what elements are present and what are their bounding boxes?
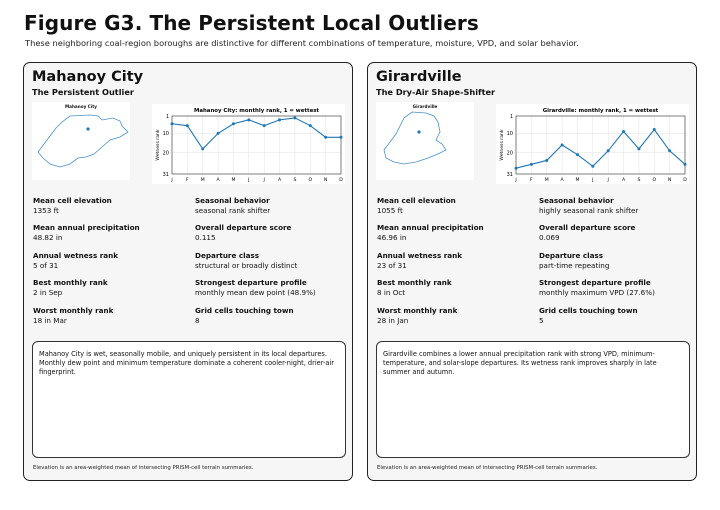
fact-worst (33, 306, 183, 326)
data-point (622, 130, 625, 133)
fact-value: 0.069 (539, 233, 560, 242)
panel-girardville (367, 62, 697, 481)
town-outline-map (376, 102, 474, 180)
fact-seasonal (195, 196, 345, 216)
footnote: Elevation is an area-weighted mean of intersecting PRISM-cell terrain summaries. (377, 465, 598, 471)
fact-value: 1353 ft (33, 206, 59, 215)
fact-seasonal (539, 196, 689, 216)
fact-elevation (377, 196, 527, 216)
data-point (293, 116, 296, 119)
monthly-rank-chart (152, 104, 345, 184)
fact-cells (195, 306, 345, 326)
x-tick-label: J (515, 178, 517, 183)
y-tick-label: 1 (509, 113, 513, 120)
data-point (637, 147, 640, 150)
data-point (309, 124, 312, 127)
fact-cells (539, 306, 689, 326)
x-tick-label: M (544, 178, 549, 183)
x-tick-label: M (200, 178, 205, 183)
fact-label: Grid cells touching town (195, 306, 294, 315)
summary-note: Girardville combines a lower annual precipitation rank with strong VPD, minimum-temperature, and solar-slope departures. Its wetness rank improves sharply in late summer and autumn. (376, 341, 690, 458)
fact-value: monthly maximum VPD (27.6%) (539, 288, 655, 297)
x-tick-label: A (277, 178, 282, 183)
fact-label: Seasonal behavior (539, 196, 614, 205)
data-point (324, 136, 327, 139)
data-point (576, 153, 579, 156)
fact-label: Worst monthly rank (33, 306, 114, 315)
fact-label: Overall departure score (195, 223, 292, 232)
fact-precip (377, 223, 527, 243)
fact-best (33, 278, 183, 298)
fact-label: Best monthly rank (33, 278, 108, 287)
fact-departure (539, 223, 689, 243)
y-tick-label: 31 (506, 171, 513, 178)
data-point (201, 147, 204, 150)
y-tick-label: 10 (506, 131, 513, 138)
footnote: Elevation is an area-weighted mean of intersecting PRISM-cell terrain summaries. (33, 465, 254, 471)
panel-title: Girardville (376, 69, 462, 85)
x-tick-label: J (607, 178, 609, 183)
fact-value: 28 in Jan (377, 316, 409, 325)
fact-value: 5 (539, 316, 544, 325)
fact-value: 18 in Mar (33, 316, 67, 325)
fact-label: Mean annual precipitation (377, 223, 484, 232)
fact-label: Annual wetness rank (33, 251, 119, 260)
x-tick-label: J (171, 178, 173, 183)
series-line (516, 130, 685, 169)
fact-value: 1055 ft (377, 206, 403, 215)
town-map (32, 102, 130, 180)
data-point (247, 118, 250, 121)
figure-subtitle: These neighboring coal-region boroughs are distinctive for different combinations of temperature, moisture, VPD, and solar behavior. (25, 38, 579, 48)
fact-value: structural or broadly distinct (195, 261, 298, 270)
y-tick-label: 20 (162, 150, 169, 157)
data-point (171, 122, 174, 125)
x-tick-label: A (216, 178, 220, 183)
monthly-rank-chart-svg (152, 104, 345, 184)
fact-label: Mean cell elevation (377, 196, 456, 205)
fact-label: Seasonal behavior (195, 196, 270, 205)
y-axis-label: Wetness rank (500, 129, 505, 161)
x-tick-label: J (592, 178, 594, 183)
fact-label: Departure class (539, 251, 603, 260)
plot-frame (172, 116, 341, 174)
x-tick-label: D (683, 178, 687, 183)
data-point (684, 163, 687, 166)
fact-worst (377, 306, 527, 326)
fact-value: 48.82 in (33, 233, 63, 242)
x-tick-label: A (621, 178, 626, 183)
fact-wetness (377, 251, 527, 271)
data-point (232, 122, 235, 125)
fact-value: 8 (195, 316, 200, 325)
fact-label: Annual wetness rank (377, 251, 463, 260)
x-tick-label: F (186, 178, 189, 183)
fact-value: seasonal rank shifter (195, 206, 271, 215)
fact-class (195, 251, 345, 271)
fact-value: 46.96 in (377, 233, 407, 242)
fact-label: Overall departure score (539, 223, 636, 232)
fact-wetness (33, 251, 183, 271)
fact-departure (195, 223, 345, 243)
town-center-marker (86, 127, 89, 130)
data-point (607, 149, 610, 152)
x-tick-label: F (530, 178, 533, 183)
y-tick-label: 31 (162, 171, 169, 178)
panel-tagline: The Persistent Outlier (32, 87, 134, 97)
map-title: Girardville (412, 104, 438, 109)
fact-value: 2 in Sep (33, 288, 63, 297)
fact-class (539, 251, 689, 271)
fact-label: Worst monthly rank (377, 306, 458, 315)
x-tick-label: S (637, 178, 641, 183)
data-point (591, 165, 594, 168)
town-outline-map (32, 102, 130, 180)
chart-title: Girardville: monthly rank, 1 = wettest (542, 108, 659, 114)
fact-label: Strongest departure profile (539, 278, 651, 287)
data-point (263, 124, 266, 127)
monthly-rank-chart-svg (496, 104, 689, 184)
fact-value: 23 of 31 (377, 261, 407, 270)
data-point (530, 163, 533, 166)
x-tick-label: N (667, 178, 672, 183)
x-tick-label: A (560, 178, 564, 183)
fact-precip (33, 223, 183, 243)
data-point (653, 128, 656, 131)
data-point (186, 124, 189, 127)
panel-mahanoy-city (23, 62, 353, 481)
y-tick-label: 1 (165, 113, 169, 120)
data-point (668, 149, 671, 152)
data-point (561, 144, 564, 147)
monthly-rank-chart (496, 104, 689, 184)
fact-profile (195, 278, 345, 298)
town-map (376, 102, 474, 180)
fact-value: 5 of 31 (33, 261, 59, 270)
fact-value: monthly mean dew point (48.9%) (195, 288, 316, 297)
fact-value: 8 in Oct (377, 288, 406, 297)
fact-value: part-time repeating (539, 261, 610, 270)
x-tick-label: D (339, 178, 343, 183)
fact-label: Best monthly rank (377, 278, 452, 287)
fact-label: Mean cell elevation (33, 196, 112, 205)
plot-frame (516, 116, 685, 174)
x-tick-label: M (575, 178, 580, 183)
fact-label: Strongest departure profile (195, 278, 307, 287)
figure-title: Figure G3. The Persistent Local Outliers (24, 11, 479, 35)
data-point (515, 167, 518, 170)
data-point (217, 132, 220, 135)
fact-value: 0.115 (195, 233, 216, 242)
fact-label: Grid cells touching town (539, 306, 638, 315)
x-tick-label: N (323, 178, 328, 183)
data-point (278, 118, 281, 121)
y-tick-label: 10 (162, 131, 169, 138)
panel-tagline: The Dry-Air Shape-Shifter (376, 87, 496, 97)
chart-title: Mahanoy City: monthly rank, 1 = wettest (193, 108, 320, 114)
fact-elevation (33, 196, 183, 216)
fact-label: Mean annual precipitation (33, 223, 140, 232)
data-point (340, 136, 343, 139)
x-tick-label: O (308, 178, 313, 183)
x-tick-label: J (248, 178, 250, 183)
x-tick-label: S (293, 178, 297, 183)
panel-title: Mahanoy City (32, 69, 144, 85)
fact-profile (539, 278, 689, 298)
y-tick-label: 20 (506, 150, 513, 157)
fact-best (377, 278, 527, 298)
fact-value: highly seasonal rank shifter (539, 206, 639, 215)
town-boundary (38, 115, 128, 167)
y-axis-label: Wetness rank (156, 129, 161, 161)
x-tick-label: O (652, 178, 657, 183)
town-center-marker (417, 130, 420, 133)
data-point (545, 159, 548, 162)
map-title: Mahanoy City (64, 104, 98, 109)
summary-note: Mahanoy City is wet, seasonally mobile, and uniquely persistent in its local departures. Monthly dew point and minimum temperature dominate a coherent cooler-night, drier-air fingerprint. (32, 341, 346, 458)
x-tick-label: J (263, 178, 265, 183)
fact-label: Departure class (195, 251, 259, 260)
x-tick-label: M (231, 178, 236, 183)
town-boundary (384, 112, 446, 164)
